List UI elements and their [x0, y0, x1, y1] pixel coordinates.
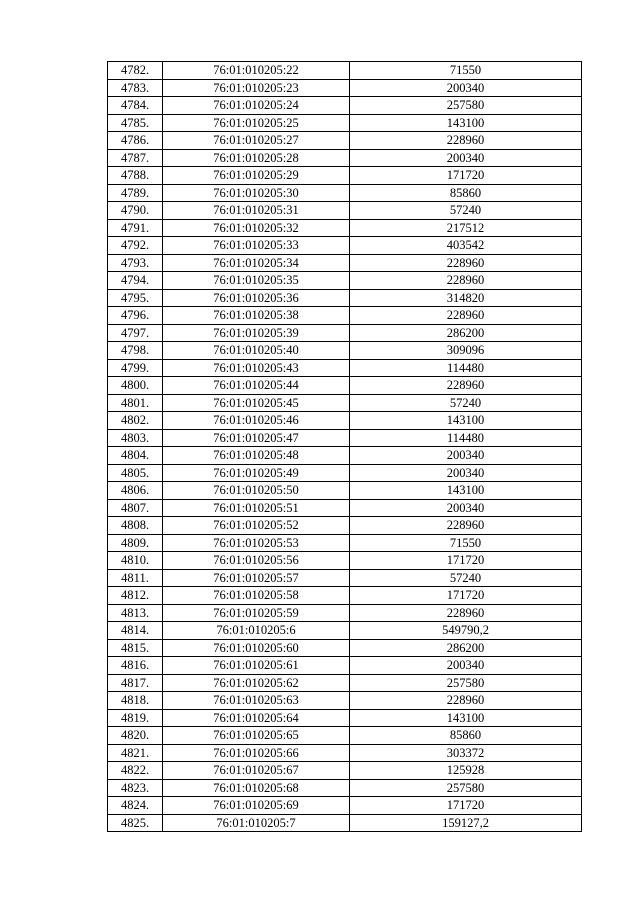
cadastral-number-cell: 76:01:010205:59 [163, 604, 350, 622]
row-number-cell: 4814. [108, 622, 163, 640]
value-cell: 200340 [350, 499, 582, 517]
row-number-cell: 4792. [108, 237, 163, 255]
value-cell: 114480 [350, 429, 582, 447]
value-cell: 257580 [350, 674, 582, 692]
value-cell: 314820 [350, 289, 582, 307]
row-number-cell: 4809. [108, 534, 163, 552]
value-cell: 286200 [350, 324, 582, 342]
row-number-cell: 4802. [108, 412, 163, 430]
value-cell: 257580 [350, 779, 582, 797]
table-row [108, 674, 582, 692]
value-cell: 159127,2 [350, 814, 582, 832]
row-number-cell: 4825. [108, 814, 163, 832]
table-row [108, 744, 582, 762]
value-cell: 303372 [350, 744, 582, 762]
cadastral-number-cell: 76:01:010205:46 [163, 412, 350, 430]
value-cell: 403542 [350, 237, 582, 255]
row-number-cell: 4782. [108, 62, 163, 80]
table-row [108, 797, 582, 815]
table-row [108, 779, 582, 797]
cadastral-number-cell: 76:01:010205:39 [163, 324, 350, 342]
cadastral-number-cell: 76:01:010205:44 [163, 377, 350, 395]
cadastral-number-cell: 76:01:010205:7 [163, 814, 350, 832]
value-cell: 228960 [350, 272, 582, 290]
row-number-cell: 4783. [108, 79, 163, 97]
table-row [108, 692, 582, 710]
value-cell: 228960 [350, 377, 582, 395]
cadastral-number-cell: 76:01:010205:51 [163, 499, 350, 517]
table-row [108, 657, 582, 675]
row-number-cell: 4789. [108, 184, 163, 202]
table-row [108, 359, 582, 377]
row-number-cell: 4784. [108, 97, 163, 115]
cadastral-number-cell: 76:01:010205:64 [163, 709, 350, 727]
row-number-cell: 4807. [108, 499, 163, 517]
row-number-cell: 4796. [108, 307, 163, 325]
row-number-cell: 4794. [108, 272, 163, 290]
value-cell: 171720 [350, 587, 582, 605]
value-cell: 143100 [350, 482, 582, 500]
table-row [108, 604, 582, 622]
cadastral-number-cell: 76:01:010205:65 [163, 727, 350, 745]
value-cell: 228960 [350, 604, 582, 622]
row-number-cell: 4819. [108, 709, 163, 727]
row-number-cell: 4818. [108, 692, 163, 710]
table-row [108, 394, 582, 412]
table-row [108, 97, 582, 115]
table-row [108, 814, 582, 832]
cadastral-number-cell: 76:01:010205:50 [163, 482, 350, 500]
value-cell: 143100 [350, 709, 582, 727]
table-row [108, 324, 582, 342]
value-cell: 200340 [350, 79, 582, 97]
table-row [108, 464, 582, 482]
cadastral-number-cell: 76:01:010205:27 [163, 132, 350, 150]
value-cell: 200340 [350, 657, 582, 675]
row-number-cell: 4799. [108, 359, 163, 377]
row-number-cell: 4808. [108, 517, 163, 535]
cadastral-number-cell: 76:01:010205:63 [163, 692, 350, 710]
table-row [108, 254, 582, 272]
cadastral-number-cell: 76:01:010205:23 [163, 79, 350, 97]
value-cell: 143100 [350, 114, 582, 132]
cadastral-number-cell: 76:01:010205:48 [163, 447, 350, 465]
table-row [108, 569, 582, 587]
cadastral-number-cell: 76:01:010205:66 [163, 744, 350, 762]
table-row [108, 429, 582, 447]
cadastral-number-cell: 76:01:010205:22 [163, 62, 350, 80]
value-cell: 114480 [350, 359, 582, 377]
table-row [108, 307, 582, 325]
row-number-cell: 4795. [108, 289, 163, 307]
value-cell: 228960 [350, 307, 582, 325]
cadastral-number-cell: 76:01:010205:49 [163, 464, 350, 482]
cadastral-number-cell: 76:01:010205:35 [163, 272, 350, 290]
row-number-cell: 4817. [108, 674, 163, 692]
cadastral-number-cell: 76:01:010205:56 [163, 552, 350, 570]
value-cell: 309096 [350, 342, 582, 360]
cadastral-number-cell: 76:01:010205:52 [163, 517, 350, 535]
value-cell: 85860 [350, 727, 582, 745]
row-number-cell: 4816. [108, 657, 163, 675]
table-row [108, 587, 582, 605]
value-cell: 171720 [350, 167, 582, 185]
row-number-cell: 4806. [108, 482, 163, 500]
row-number-cell: 4787. [108, 149, 163, 167]
table-row [108, 499, 582, 517]
row-number-cell: 4801. [108, 394, 163, 412]
table-row [108, 447, 582, 465]
value-cell: 57240 [350, 569, 582, 587]
row-number-cell: 4810. [108, 552, 163, 570]
row-number-cell: 4823. [108, 779, 163, 797]
row-number-cell: 4785. [108, 114, 163, 132]
table-row [108, 149, 582, 167]
value-cell: 228960 [350, 517, 582, 535]
value-cell: 286200 [350, 639, 582, 657]
table-row [108, 167, 582, 185]
table-row [108, 272, 582, 290]
row-number-cell: 4804. [108, 447, 163, 465]
row-number-cell: 4798. [108, 342, 163, 360]
row-number-cell: 4803. [108, 429, 163, 447]
table-body [108, 62, 582, 832]
row-number-cell: 4821. [108, 744, 163, 762]
table-row [108, 79, 582, 97]
cadastral-number-cell: 76:01:010205:36 [163, 289, 350, 307]
row-number-cell: 4793. [108, 254, 163, 272]
row-number-cell: 4791. [108, 219, 163, 237]
row-number-cell: 4805. [108, 464, 163, 482]
cadastral-number-cell: 76:01:010205:38 [163, 307, 350, 325]
cadastral-number-cell: 76:01:010205:68 [163, 779, 350, 797]
table-row [108, 762, 582, 780]
cadastral-number-cell: 76:01:010205:25 [163, 114, 350, 132]
value-cell: 71550 [350, 534, 582, 552]
row-number-cell: 4813. [108, 604, 163, 622]
row-number-cell: 4815. [108, 639, 163, 657]
table-row [108, 639, 582, 657]
value-cell: 200340 [350, 464, 582, 482]
table-row [108, 517, 582, 535]
value-cell: 228960 [350, 692, 582, 710]
value-cell: 228960 [350, 132, 582, 150]
value-cell: 71550 [350, 62, 582, 80]
row-number-cell: 4811. [108, 569, 163, 587]
value-cell: 257580 [350, 97, 582, 115]
value-cell: 171720 [350, 552, 582, 570]
value-cell: 57240 [350, 394, 582, 412]
cadastral-number-cell: 76:01:010205:62 [163, 674, 350, 692]
cadastral-number-cell: 76:01:010205:43 [163, 359, 350, 377]
row-number-cell: 4786. [108, 132, 163, 150]
cadastral-number-cell: 76:01:010205:24 [163, 97, 350, 115]
row-number-cell: 4788. [108, 167, 163, 185]
cadastral-number-cell: 76:01:010205:57 [163, 569, 350, 587]
table-row [108, 377, 582, 395]
value-cell: 549790,2 [350, 622, 582, 640]
row-number-cell: 4790. [108, 202, 163, 220]
table-row [108, 412, 582, 430]
cadastral-number-cell: 76:01:010205:40 [163, 342, 350, 360]
cadastral-number-cell: 76:01:010205:31 [163, 202, 350, 220]
row-number-cell: 4797. [108, 324, 163, 342]
table-row [108, 534, 582, 552]
value-cell: 125928 [350, 762, 582, 780]
cadastral-number-cell: 76:01:010205:60 [163, 639, 350, 657]
table-row [108, 114, 582, 132]
table-row [108, 727, 582, 745]
table-row [108, 219, 582, 237]
table-row [108, 237, 582, 255]
cadastral-number-cell: 76:01:010205:29 [163, 167, 350, 185]
value-cell: 228960 [350, 254, 582, 272]
cadastral-number-cell: 76:01:010205:69 [163, 797, 350, 815]
row-number-cell: 4812. [108, 587, 163, 605]
table-row [108, 132, 582, 150]
value-cell: 57240 [350, 202, 582, 220]
cadastral-number-cell: 76:01:010205:53 [163, 534, 350, 552]
value-cell: 85860 [350, 184, 582, 202]
cadastral-number-cell: 76:01:010205:47 [163, 429, 350, 447]
table-row [108, 482, 582, 500]
value-cell: 200340 [350, 447, 582, 465]
table-row [108, 184, 582, 202]
table-row [108, 202, 582, 220]
cadastral-number-cell: 76:01:010205:67 [163, 762, 350, 780]
table-row [108, 622, 582, 640]
cadastral-number-cell: 76:01:010205:45 [163, 394, 350, 412]
row-number-cell: 4822. [108, 762, 163, 780]
value-cell: 217512 [350, 219, 582, 237]
cadastral-number-cell: 76:01:010205:58 [163, 587, 350, 605]
cadastral-value-table [107, 61, 582, 832]
table-row [108, 289, 582, 307]
value-cell: 200340 [350, 149, 582, 167]
row-number-cell: 4800. [108, 377, 163, 395]
table-row [108, 62, 582, 80]
table-row [108, 709, 582, 727]
row-number-cell: 4824. [108, 797, 163, 815]
cadastral-number-cell: 76:01:010205:28 [163, 149, 350, 167]
cadastral-number-cell: 76:01:010205:33 [163, 237, 350, 255]
cadastral-number-cell: 76:01:010205:30 [163, 184, 350, 202]
table-row [108, 552, 582, 570]
cadastral-number-cell: 76:01:010205:32 [163, 219, 350, 237]
table-row [108, 342, 582, 360]
row-number-cell: 4820. [108, 727, 163, 745]
value-cell: 171720 [350, 797, 582, 815]
cadastral-number-cell: 76:01:010205:34 [163, 254, 350, 272]
cadastral-number-cell: 76:01:010205:61 [163, 657, 350, 675]
value-cell: 143100 [350, 412, 582, 430]
cadastral-number-cell: 76:01:010205:6 [163, 622, 350, 640]
